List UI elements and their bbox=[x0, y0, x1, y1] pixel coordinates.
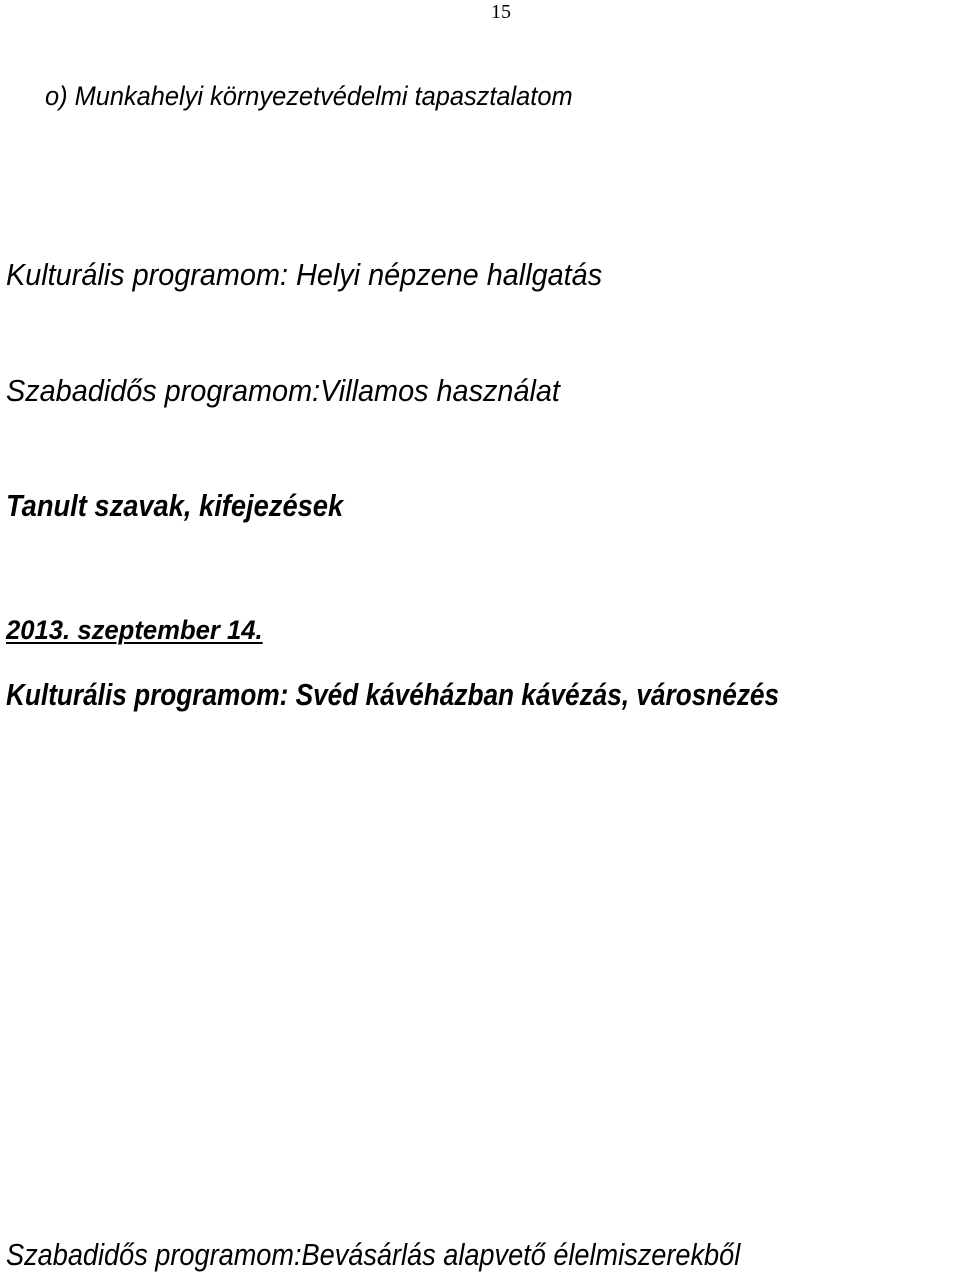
page-number: 15 bbox=[491, 1, 511, 23]
leisure-program-line-2: Szabadidős programom:Bevásárlás alapvető élelmiszerekből bbox=[6, 1237, 741, 1272]
cultural-program-line-1: Kulturális programom: Helyi népzene hallgatás bbox=[6, 257, 603, 292]
learned-words-line: Tanult szavak, kifejezések bbox=[6, 488, 344, 523]
cultural-program-line-2: Kulturális programom: Svéd kávéházban kávézás, városnézés bbox=[6, 677, 780, 712]
section-heading: o) Munkahelyi környezetvédelmi tapasztalatom bbox=[45, 81, 573, 111]
date-line: 2013. szeptember 14. bbox=[6, 615, 263, 645]
leisure-program-line-1: Szabadidős programom:Villamos használat bbox=[6, 373, 560, 408]
